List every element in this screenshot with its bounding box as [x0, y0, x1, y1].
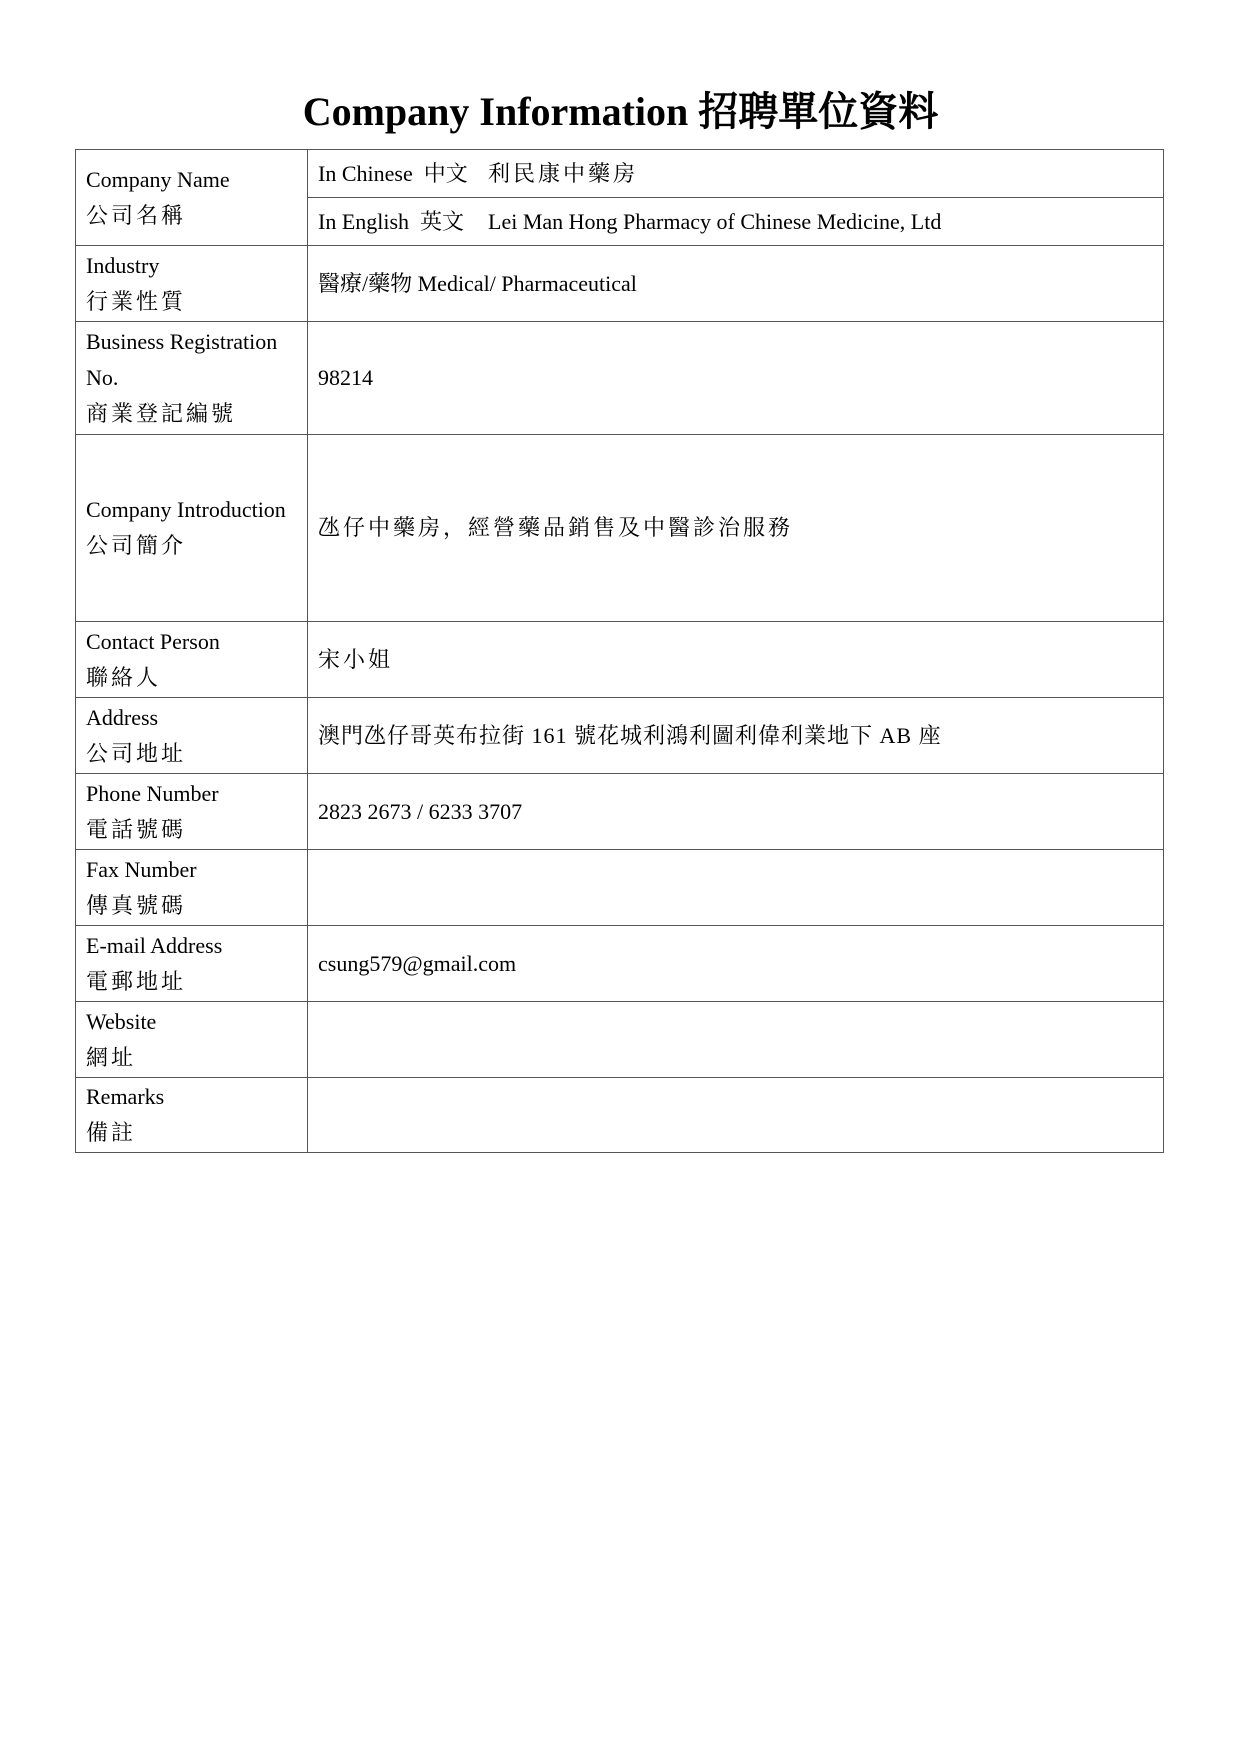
english-name-label: In English 英文	[308, 198, 479, 246]
fax-label-zh: 傳真號碼	[86, 892, 187, 918]
registration-label-en: Business Registration No.	[86, 329, 278, 390]
company-info-table	[75, 149, 1164, 1153]
website-value	[308, 1002, 1164, 1078]
fax-label-cell	[76, 850, 308, 926]
remarks-label-cell	[76, 1078, 308, 1153]
registration-label-cell	[76, 322, 308, 435]
contact-label-cell	[76, 622, 308, 698]
website-label-en: Website	[86, 1008, 157, 1034]
website-label-zh: 網址	[86, 1044, 137, 1070]
address-value: 澳門氹仔哥英布拉街 161 號花城利鴻利圖利偉利業地下 AB 座	[308, 698, 1164, 774]
address-row	[76, 698, 1164, 774]
phone-label-zh: 電話號碼	[86, 816, 187, 842]
phone-value: 2823 2673 / 6233 3707	[308, 774, 1164, 850]
introduction-row	[76, 435, 1164, 622]
remarks-label-en: Remarks	[86, 1084, 165, 1109]
remarks-label-zh: 備註	[86, 1120, 137, 1145]
remarks-row	[76, 1078, 1164, 1153]
contact-row	[76, 622, 1164, 698]
email-label-cell	[76, 926, 308, 1002]
industry-row	[76, 246, 1164, 322]
email-label-en: E-mail Address	[86, 932, 223, 958]
introduction-label-en: Company Introduction	[86, 497, 286, 522]
website-label-cell	[76, 1002, 308, 1078]
email-value: csung579@gmail.com	[308, 926, 1164, 1002]
industry-label-cell	[76, 246, 308, 322]
introduction-label-cell	[76, 435, 308, 622]
english-name-value: Lei Man Hong Pharmacy of Chinese Medicine, Ltd	[478, 198, 1164, 246]
fax-value	[308, 850, 1164, 926]
company-name-row	[76, 150, 1164, 198]
registration-value: 98214	[308, 322, 1164, 435]
contact-value: 宋小姐	[308, 622, 1164, 698]
registration-row	[76, 322, 1164, 435]
website-row	[76, 1002, 1164, 1078]
company-name-label-zh: 公司名稱	[86, 202, 187, 228]
remarks-value	[308, 1078, 1164, 1153]
contact-label-zh: 聯絡人	[86, 664, 162, 690]
address-label-cell	[76, 698, 308, 774]
phone-label-cell	[76, 774, 308, 850]
phone-row	[76, 774, 1164, 850]
page-title: Company Information 招聘單位資料	[302, 89, 939, 134]
address-label-zh: 公司地址	[86, 740, 187, 766]
address-label-en: Address	[86, 704, 159, 730]
chinese-name-value: 利民康中藥房	[478, 150, 1164, 198]
introduction-label-zh: 公司簡介	[86, 533, 187, 558]
fax-row	[76, 850, 1164, 926]
company-name-label-cell	[76, 150, 308, 246]
email-row	[76, 926, 1164, 1002]
introduction-value: 氹仔中藥房，經營藥品銷售及中醫診治服務	[308, 435, 1164, 622]
industry-label-en: Industry	[86, 252, 160, 278]
fax-label-en: Fax Number	[86, 856, 197, 882]
industry-value: 醫療/藥物 Medical/ Pharmaceutical	[308, 246, 1164, 322]
registration-label-zh: 商業登記編號	[86, 401, 237, 426]
company-name-label-en: Company Name	[86, 166, 230, 192]
contact-label-en: Contact Person	[86, 628, 220, 654]
phone-label-en: Phone Number	[86, 780, 219, 806]
email-label-zh: 電郵地址	[86, 968, 187, 994]
chinese-name-label: In Chinese 中文	[308, 150, 479, 198]
industry-label-zh: 行業性質	[86, 288, 187, 314]
